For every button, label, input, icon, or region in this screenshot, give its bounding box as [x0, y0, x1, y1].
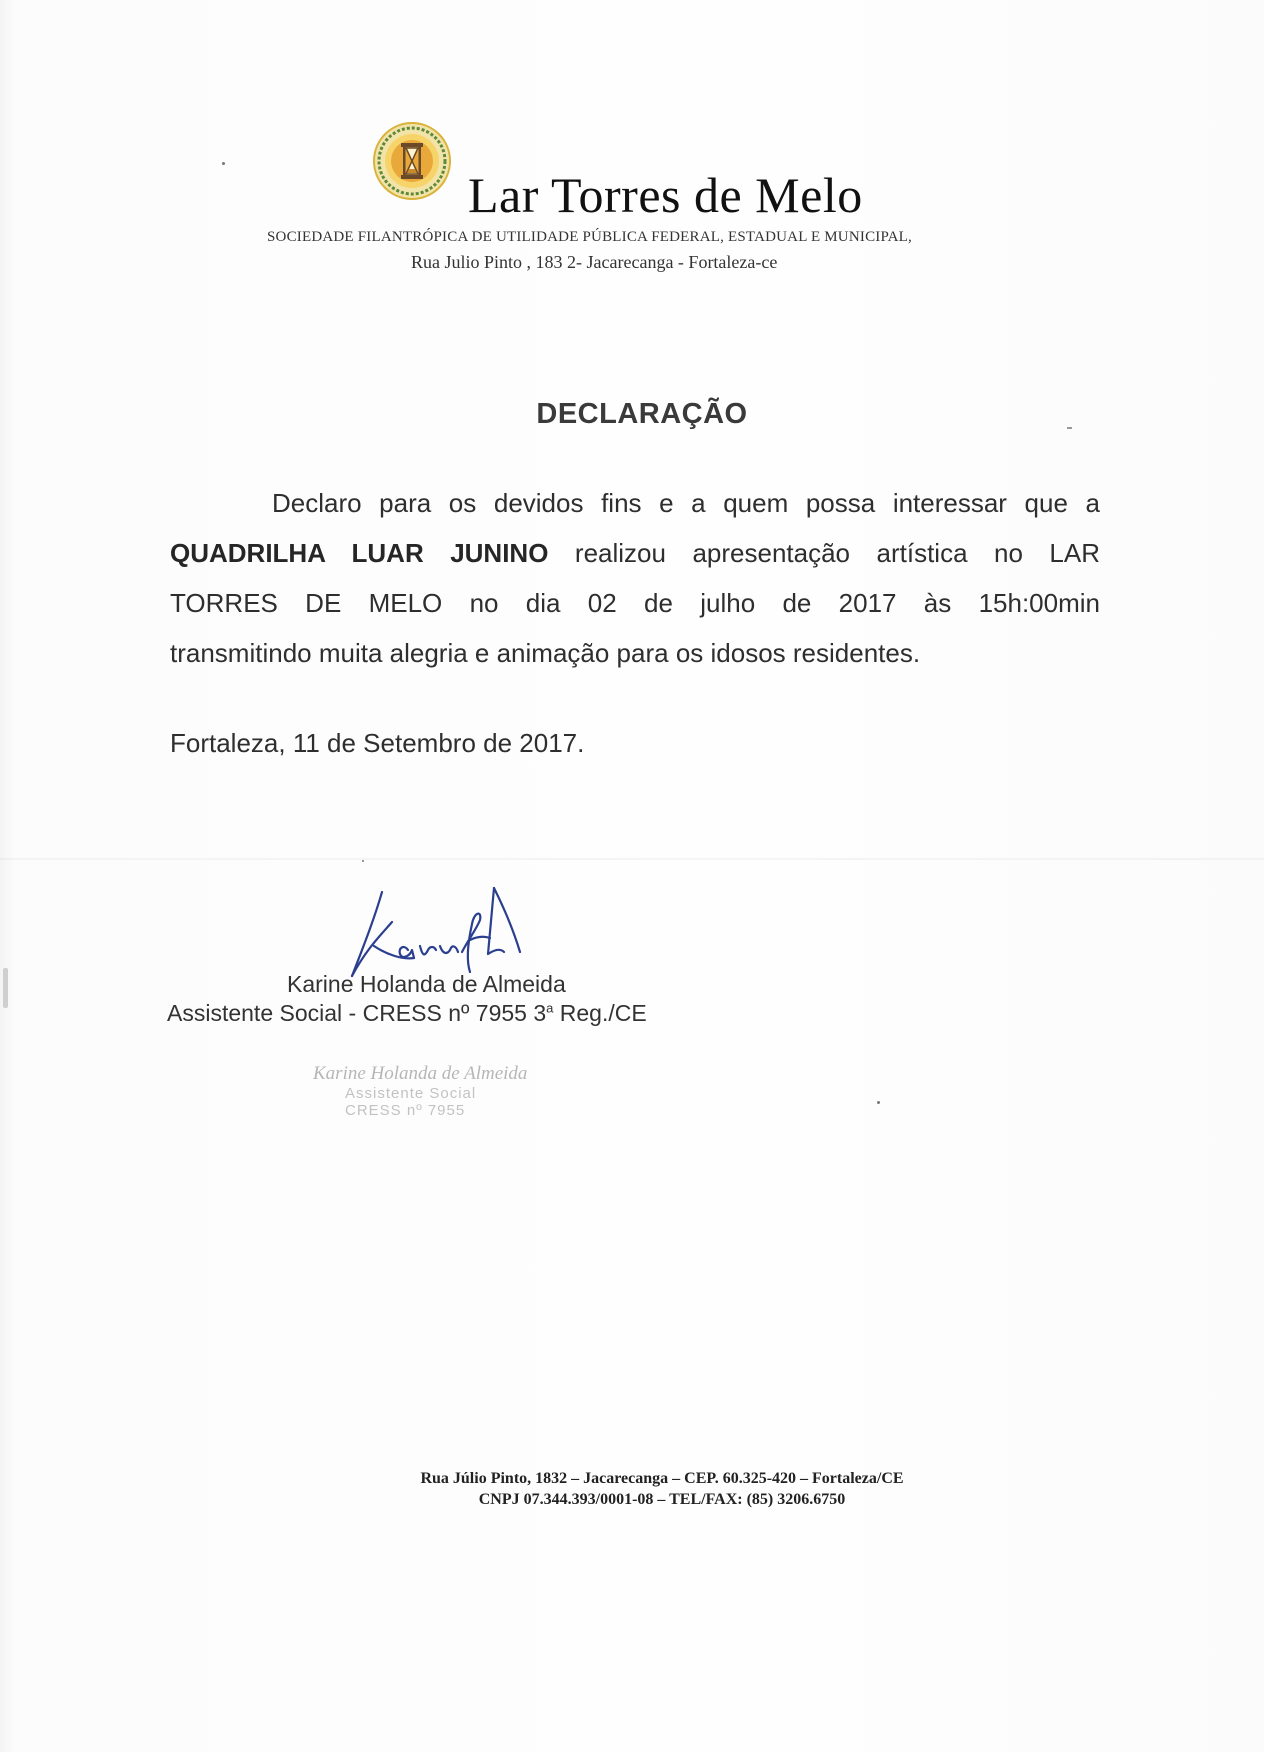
declaration-body [170, 478, 1100, 678]
document-title: DECLARAÇÃO [536, 398, 748, 430]
signer-role-text: Assistente Social - CRESS nº 7955 3 [167, 1000, 547, 1026]
body-line: Declaro para os devidos fins e a quem possa interessar que a [272, 488, 1100, 518]
footer-address: Rua Júlio Pinto, 1832 – Jacarecanga – CEP. 60.325-420 – Fortaleza/CE [420, 1470, 904, 1487]
org-subtitle: SOCIEDADE FILANTRÓPICA DE UTILIDADE PÚBLICA FEDERAL, ESTADUAL E MUNICIPAL, [267, 229, 912, 245]
org-name: Lar Torres de Melo [468, 167, 863, 223]
org-address: Rua Julio Pinto , 183 2- Jacarecanga - Fortaleza-ce [411, 252, 778, 272]
group-name: QUADRILHA LUAR JUNINO [170, 538, 549, 568]
scan-speck [362, 860, 364, 862]
signer-role [167, 1000, 647, 1027]
body-line [170, 528, 1100, 578]
body-line: transmitindo muita alegria e animação para os idosos residentes. [170, 638, 921, 668]
signer-role-suffix: Reg./CE [553, 1000, 647, 1026]
stamp-name: Karine Holanda de Almeida [313, 1063, 528, 1084]
stamp-role: Assistente Social [345, 1085, 477, 1102]
footer-contact: CNPJ 07.344.393/0001-08 – TEL/FAX: (85) 3206.6750 [478, 1491, 846, 1508]
signer-name: Karine Holanda de Almeida [287, 971, 566, 997]
scan-speck [3, 968, 8, 1008]
scan-speck [877, 1101, 880, 1104]
hourglass-seal-icon [372, 121, 452, 201]
body-line-rest: realizou apresentação artística no LAR [548, 538, 1100, 568]
faded-stamp [313, 1063, 533, 1133]
fold-crease [0, 858, 1264, 860]
place-date: Fortaleza, 11 de Setembro de 2017. [170, 728, 585, 758]
body-line: TORRES DE MELO no dia 02 de julho de 2017 às 15h:00min [170, 588, 1100, 618]
stamp-registration: CRESS nº 7955 [345, 1102, 466, 1119]
scan-speck [222, 162, 225, 165]
signer-role-ordinal: a [546, 1000, 554, 1016]
letter-footer [0, 1468, 1264, 1510]
